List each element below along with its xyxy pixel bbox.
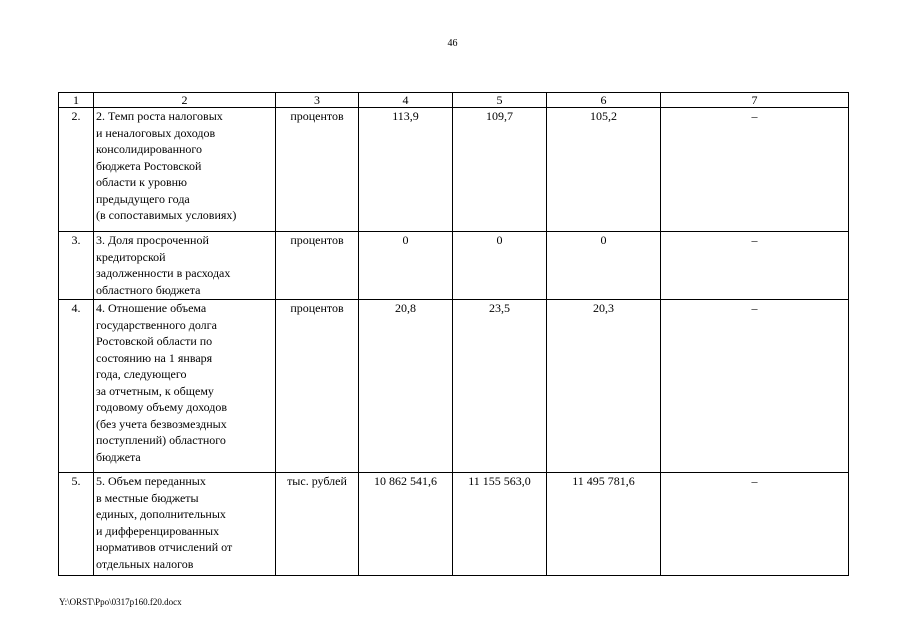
unit-cell: процентов	[276, 300, 359, 473]
indicator-name: 3. Доля просроченной кредиторской задолженности в расходах областного бюджета	[94, 232, 276, 300]
indicator-name: 2. Темп роста налоговых и неналоговых доходов консолидированного бюджета Ростовской области к уровню предыдущего года (в сопоставимых условиях)	[94, 108, 276, 232]
table-row	[59, 108, 849, 232]
indicators-table	[58, 92, 849, 576]
value-cell: 113,9	[359, 108, 453, 232]
table-row	[59, 232, 849, 300]
column-header: 5	[453, 93, 547, 108]
row-number: 3.	[59, 232, 94, 300]
value-cell: 11 155 563,0	[453, 473, 547, 576]
column-header: 2	[94, 93, 276, 108]
value-cell: 109,7	[453, 108, 547, 232]
table-row	[59, 473, 849, 576]
column-header: 4	[359, 93, 453, 108]
indicator-name: 4. Отношение объема государственного долга Ростовской области по состоянию на 1 января года, следующего за отчетным, к общему годовому объему доходов (без учета безвозмездных поступлений) областного бюджета	[94, 300, 276, 473]
column-header: 3	[276, 93, 359, 108]
row-number: 2.	[59, 108, 94, 232]
value-cell: –	[661, 300, 849, 473]
value-cell: 105,2	[547, 108, 661, 232]
row-number: 5.	[59, 473, 94, 576]
value-cell: 11 495 781,6	[547, 473, 661, 576]
unit-cell: процентов	[276, 232, 359, 300]
value-cell: 0	[547, 232, 661, 300]
value-cell: 20,8	[359, 300, 453, 473]
column-header: 1	[59, 93, 94, 108]
value-cell: 23,5	[453, 300, 547, 473]
page-number: 46	[447, 38, 458, 49]
column-header: 7	[661, 93, 849, 108]
table-header-row	[59, 93, 849, 108]
value-cell: 10 862 541,6	[359, 473, 453, 576]
value-cell: 0	[453, 232, 547, 300]
column-header: 6	[547, 93, 661, 108]
value-cell: –	[661, 473, 849, 576]
value-cell: –	[661, 108, 849, 232]
value-cell: 0	[359, 232, 453, 300]
value-cell: 20,3	[547, 300, 661, 473]
unit-cell: процентов	[276, 108, 359, 232]
row-number: 4.	[59, 300, 94, 473]
value-cell: –	[661, 232, 849, 300]
unit-cell: тыс. рублей	[276, 473, 359, 576]
footer-file-path: Y:\ORST\Ppo\0317p160.f20.docx	[59, 597, 182, 607]
indicator-name: 5. Объем переданных в местные бюджеты единых, дополнительных и дифференцированных нормативов отчислений от отдельных налогов	[94, 473, 276, 576]
table-row	[59, 300, 849, 473]
